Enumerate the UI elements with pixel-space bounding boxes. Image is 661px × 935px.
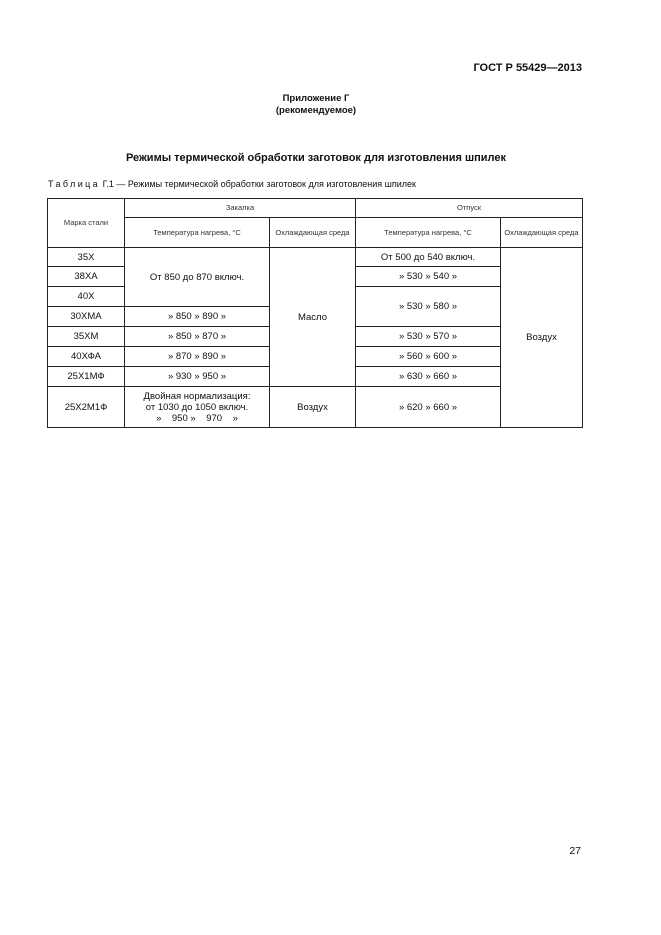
temper-temp-cell: От 500 до 540 включ. (356, 248, 501, 267)
temper-temp-cell: » 530 » 570 » (356, 327, 501, 347)
quench-medium-cell: Масло (270, 248, 356, 387)
quench-temp-cell: » 850 » 890 » (125, 307, 270, 327)
temper-temp-cell: » 530 » 540 » (356, 267, 501, 287)
appendix-heading (0, 93, 632, 117)
quench-temp-cell: » 870 » 890 » (125, 347, 270, 367)
quench-temp-line: » 950 » 970 » (156, 412, 238, 424)
temper-medium-cell: Воздух (501, 248, 583, 428)
quench-temp-line: Двойная нормализация: (143, 390, 251, 402)
heat-treatment-table (47, 198, 583, 428)
header-quench-temp: Температура нагрева, °С (125, 218, 270, 248)
grade-cell: 40ХФА (48, 347, 125, 367)
table-caption-label: Таблица (48, 179, 101, 189)
quench-medium-cell: Воздух (270, 387, 356, 428)
grade-cell: 40Х (48, 287, 125, 307)
document-title: Режимы термической обработки заготовок для изготовления шпилек (125, 152, 507, 164)
page-number: 27 (569, 845, 581, 857)
grade-cell: 38ХА (48, 267, 125, 287)
temper-temp-cell: » 530 » 580 » (356, 287, 501, 327)
standard-number: ГОСТ Р 55429—2013 (473, 62, 582, 74)
quench-temp-cell: От 850 до 870 включ. (125, 248, 270, 307)
table-caption-text: Г.1 — Режимы термической обработки заготовок для изготовления шпилек (100, 179, 416, 189)
header-grade: Марка стали (48, 199, 125, 248)
appendix-note: (рекомендуемое) (275, 105, 357, 116)
quench-temp-cell: » 930 » 950 » (125, 367, 270, 387)
header-temper: Отпуск (356, 199, 583, 218)
appendix-title: Приложение Г (282, 93, 350, 104)
quench-temp-line: от 1030 до 1050 включ. (145, 401, 249, 413)
quench-temp-cell (125, 387, 270, 428)
header-quench-cool: Охлаждающая среда (270, 218, 356, 248)
header-temper-cool: Охлаждающая среда (501, 218, 583, 248)
temper-temp-cell: » 560 » 600 » (356, 347, 501, 367)
grade-cell: 35Х (48, 248, 125, 267)
table-caption (48, 179, 416, 189)
temper-temp-cell: » 620 » 660 » (356, 387, 501, 428)
grade-cell: 25Х1МФ (48, 367, 125, 387)
header-temper-temp: Температура нагрева, °С (356, 218, 501, 248)
quench-temp-cell: » 850 » 870 » (125, 327, 270, 347)
temper-temp-cell: » 630 » 660 » (356, 367, 501, 387)
grade-cell: 35ХМ (48, 327, 125, 347)
grade-cell: 25Х2М1Ф (48, 387, 125, 428)
grade-cell: 30ХМА (48, 307, 125, 327)
header-quench: Закалка (125, 199, 356, 218)
